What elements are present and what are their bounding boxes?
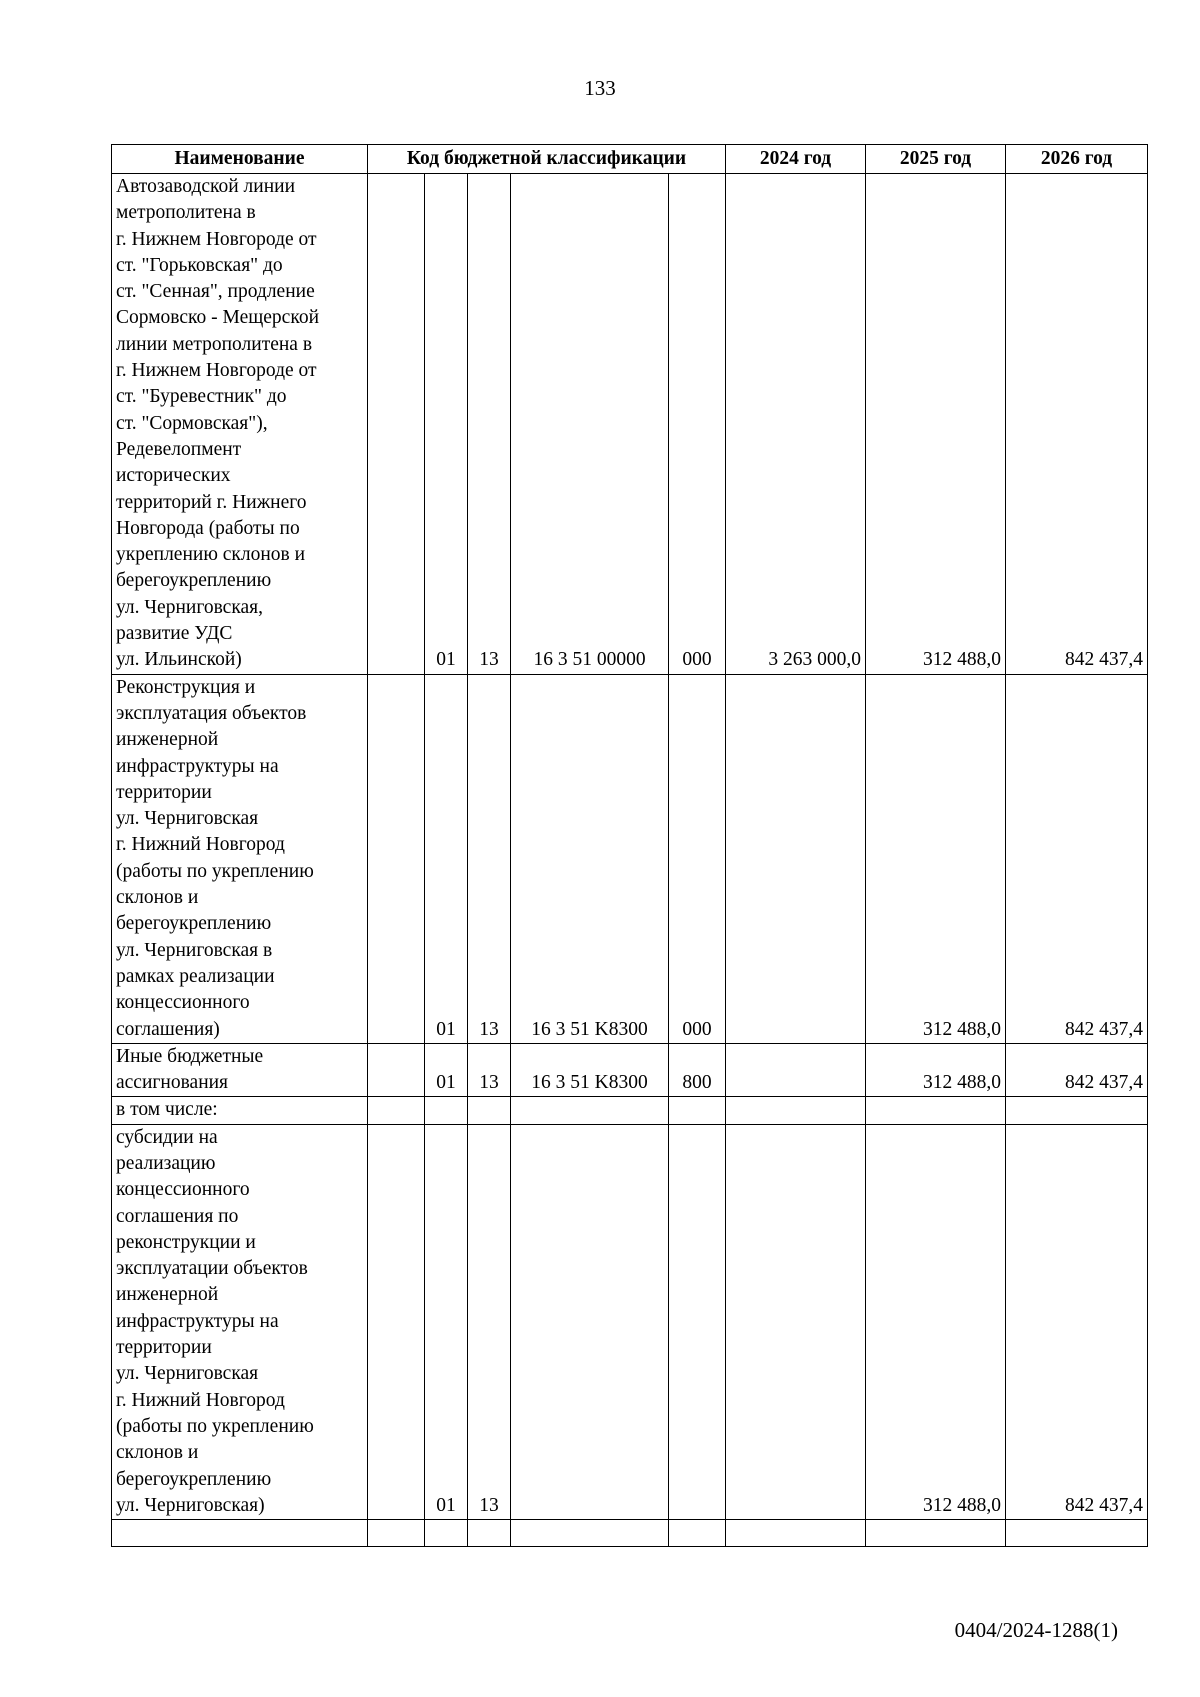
code-subsection: 13 [468,174,511,675]
amount-2026: 842 437,4 [1006,174,1148,675]
row-name: субсидии на реализацию концессионного соглашения по реконструкции и эксплуатации объектов инженерной инфраструктуры на территории ул. Черниговская г. Нижний Новгород (работы по укреплению склонов и берегоукреплению ул. Черниговская) [112,1124,368,1519]
code-section: 01 [425,174,468,675]
amount-2026: 842 437,4 [1006,1043,1148,1097]
code-cell [368,674,425,1043]
empty-cell [425,1520,468,1547]
code-cell [368,174,425,675]
header-name: Наименование [112,145,368,174]
empty-cell [726,1520,866,1547]
header-2024: 2024 год [726,145,866,174]
code-cell [368,1124,425,1519]
row-name: Реконструкция и эксплуатация объектов инженерной инфраструктуры на территории ул. Черниговская г. Нижний Новгород (работы по укреплению склонов и берегоукреплению ул. Черниговская в рамках реализации концессионного соглашения) [112,674,368,1043]
code-expense-type: 800 [669,1043,726,1097]
table-row [112,674,1148,1043]
code-target: 16 3 51 K8300 [511,674,669,1043]
code-target [511,1124,669,1519]
table-row [112,1124,1148,1519]
amount-2025: 312 488,0 [866,674,1006,1043]
code-target: 16 3 51 00000 [511,174,669,675]
header-row [112,145,1148,174]
amount-2025: 312 488,0 [866,1124,1006,1519]
amount-2024 [726,674,866,1043]
header-2026: 2026 год [1006,145,1148,174]
empty-row [112,1520,1148,1547]
code-expense-type: 000 [669,174,726,675]
code-target [511,1097,669,1124]
amount-2026: 842 437,4 [1006,674,1148,1043]
table-row [112,1097,1148,1124]
empty-cell [368,1520,425,1547]
amount-2025: 312 488,0 [866,174,1006,675]
empty-cell [468,1520,511,1547]
budget-table [111,144,1148,1547]
amount-2024 [726,1097,866,1124]
code-subsection: 13 [468,674,511,1043]
amount-2024 [726,1043,866,1097]
code-expense-type [669,1124,726,1519]
page-number: 133 [584,76,616,100]
amount-2025 [866,1097,1006,1124]
table-row [112,1043,1148,1097]
code-cell [368,1097,425,1124]
amount-2024: 3 263 000,0 [726,174,866,675]
header-2025: 2025 год [866,145,1006,174]
document-code: 0404/2024-1288(1) [954,1618,1118,1642]
amount-2025: 312 488,0 [866,1043,1006,1097]
code-subsection: 13 [468,1043,511,1097]
code-subsection: 13 [468,1124,511,1519]
code-section: 01 [425,674,468,1043]
empty-cell [511,1520,669,1547]
code-section: 01 [425,1124,468,1519]
amount-2026 [1006,1097,1148,1124]
row-name: Автозаводской линии метрополитена в г. Нижнем Новгороде от ст. "Горьковская" до ст. "Сенная", продление Сормовско - Мещерской линии метрополитена в г. Нижнем Новгороде от ст. "Буревестник" до ст. "Сормовская"), Редевелопмент исторических территорий г. Нижнего Новгорода (работы по укреплению склонов и берегоукреплению ул. Черниговская, развитие УДС ул. Ильинской) [112,174,368,675]
empty-cell [1006,1520,1148,1547]
amount-2026: 842 437,4 [1006,1124,1148,1519]
header-code: Код бюджетной классификации [368,145,726,174]
empty-cell [866,1520,1006,1547]
code-expense-type: 000 [669,674,726,1043]
code-target: 16 3 51 K8300 [511,1043,669,1097]
code-section [425,1097,468,1124]
row-name: Иные бюджетные ассигнования [112,1043,368,1097]
empty-cell [112,1520,368,1547]
code-cell [368,1043,425,1097]
table-row [112,174,1148,675]
empty-cell [669,1520,726,1547]
code-section: 01 [425,1043,468,1097]
amount-2024 [726,1124,866,1519]
code-expense-type [669,1097,726,1124]
row-name: в том числе: [112,1097,368,1124]
code-subsection [468,1097,511,1124]
